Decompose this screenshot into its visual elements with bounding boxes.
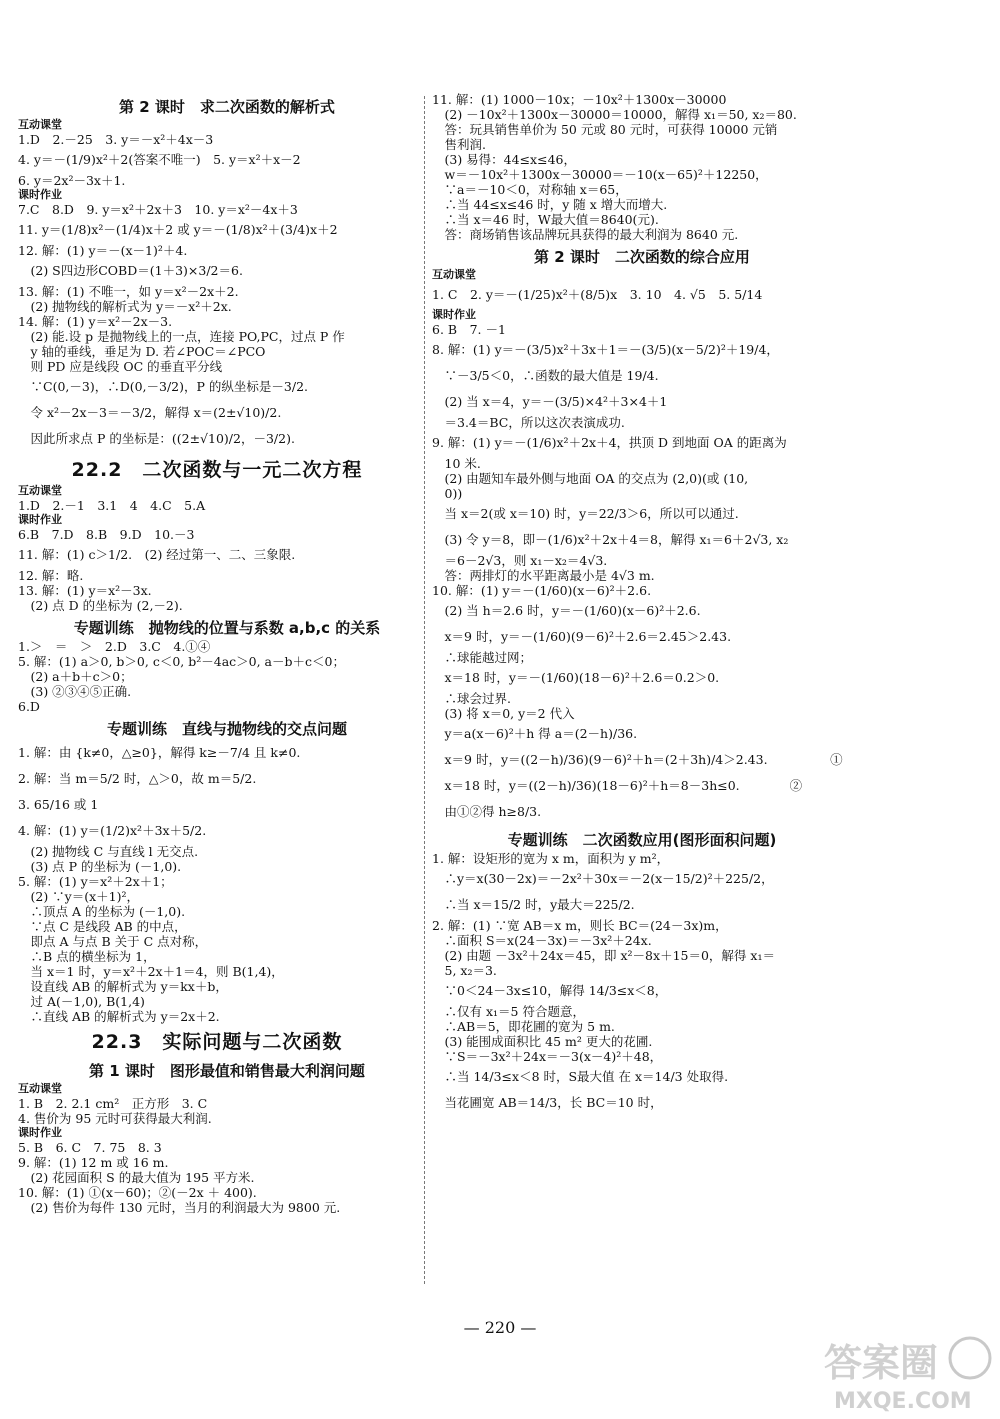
column-divider	[424, 96, 425, 1284]
subsection-label: 互动课堂	[18, 118, 62, 131]
answer-line: ∴顶点 A 的坐标为 (－1,0).	[18, 904, 186, 919]
answer-line: x＝18 时，y＝－(1/60)(18－6)²＋2.6＝0.2＞0.	[432, 670, 720, 685]
answer-line: (2) 由题知车最外侧与地面 OA 的交点为 (2,0)(或 (10,	[432, 471, 749, 486]
answer-line: ∴球能越过网；	[432, 650, 533, 665]
answer-line: 答：商场销售该品牌玩具获得的最大利润为 8640 元.	[432, 227, 739, 242]
watermark-logo	[820, 1330, 995, 1415]
answer-line: 13. 解：(1) y＝x²－3x.	[18, 583, 152, 598]
answer-line: (2) 抛物线的解析式为 y＝－x²＋2x.	[18, 299, 232, 314]
answer-line: 12. 解：略.	[18, 568, 84, 583]
answer-line: 5. B 6. C 7. 75 8. 3	[18, 1140, 162, 1155]
answer-line: ∴当 14/3≤x＜8 时，S最大值 在 x＝14/3 处取得.	[432, 1069, 729, 1084]
answer-line: ∴y＝x(30－2x)＝－2x²＋30x＝－2(x－15/2)²＋225/2，	[432, 871, 774, 886]
answer-line: 13. 解：(1) 不唯一，如 y＝x²－2x＋2.	[18, 284, 239, 299]
lesson-heading: 专题训练 直线与抛物线的交点问题	[106, 720, 347, 738]
answer-line: ∵C(0,－3)，∴D(0,－3/2)，P 的纵坐标是－3/2.	[18, 379, 308, 394]
answer-line: 11. 解：(1) 1000－10x；－10x²＋1300x－30000	[432, 92, 727, 107]
answer-line: (3) 能围成面积比 45 m² 更大的花圃.	[432, 1034, 653, 1049]
answer-line: x＝9 时，y＝－(1/60)(9－6)²＋2.6＝2.45＞2.43.	[432, 629, 732, 644]
answer-line: 因此所求点 P 的坐标是：((2±√10)/2，－3/2).	[18, 431, 295, 446]
answer-line: (2) 抛物线 C 与直线 l 无交点.	[18, 844, 199, 859]
subsection-label: 互动课堂	[18, 484, 62, 497]
answer-line: 2. 解：当 m＝5/2 时，△＞0，故 m＝5/2.	[18, 771, 257, 786]
answer-line: ∵－3/5＜0，∴函数的最大值是 19/4.	[432, 368, 659, 383]
answer-line: x＝9 时，y＝((2－h)/36)(9－6)²＋h＝(2＋3h)/4＞2.43. ①	[432, 752, 843, 767]
answer-line: 11. 解：(1) c＞1/2. (2) 经过第一、二、三象限.	[18, 547, 296, 562]
answer-line: (2) a＋b＋c＞0；	[18, 669, 133, 684]
answer-line: ∵0＜24－3x≤10，解得 14/3≤x＜8，	[432, 983, 668, 998]
subsection-label: 互动课堂	[18, 1082, 62, 1095]
answer-line: 7.C 8.D 9. y＝x²＋2x＋3 10. y＝x²－4x＋3	[18, 202, 298, 217]
answer-line: 当花圃宽 AB＝14/3，长 BC＝10 时，	[432, 1095, 663, 1110]
answer-line: 5, x₂＝3.	[432, 963, 497, 978]
answer-line: 4. 解：(1) y＝(1/2)x²＋3x＋5/2.	[18, 823, 207, 838]
answer-line: 1.D 2.－1 3.1 4 4.C 5.A	[18, 498, 206, 513]
lesson-heading: 专题训练 二次函数应用(图形面积问题)	[507, 831, 777, 849]
lesson-heading: 第 2 课时 二次函数的综合应用	[534, 248, 750, 266]
answer-line: ＝6－2√3，则 x₁－x₂＝4√3.	[432, 553, 608, 568]
answer-line: 4. 售价为 95 元时可获得最大利润.	[18, 1111, 212, 1126]
answer-line: 9. 解：(1) y＝－(1/6)x²＋2x＋4，拱顶 D 到地面 OA 的距离为	[432, 435, 787, 450]
answer-line: ∵点 C 是线段 AB 的中点，	[18, 919, 187, 934]
watermark-text-cn: 答案圈	[824, 1341, 939, 1385]
answer-line: 6.D	[18, 699, 40, 714]
answer-line: 2. 解：(1) ∵宽 AB＝x m，则长 BC＝(24－3x)m，	[432, 918, 728, 933]
page-number: — 220 —	[463, 1318, 537, 1337]
answer-line: 当 x＝2(或 x＝10) 时，y＝22/3＞6，所以可以通过.	[432, 506, 739, 521]
answer-line: ∴面积 S＝x(24－3x)＝－3x²＋24x.	[432, 933, 652, 948]
answer-line: (3) 将 x＝0, y＝2 代入	[432, 706, 575, 721]
answer-line: w＝－10x²＋1300x－30000＝－10(x－65)²＋12250，	[432, 167, 768, 182]
answer-line: ∴球会过界.	[432, 691, 511, 706]
answer-line: ∴当 44≤x≤46 时，y 随 x 增大而增大.	[432, 197, 668, 212]
answer-line: 12. 解：(1) y＝－(x－1)²＋4.	[18, 243, 188, 258]
answer-line: ∵S＝－3x²＋24x＝－3(x－4)²＋48，	[432, 1049, 663, 1064]
answer-line: 10 米.	[432, 456, 481, 471]
answer-line: 5. 解：(1) y＝x²＋2x＋1；	[18, 874, 173, 889]
answer-line: (3) 点 P 的坐标为 (－1,0).	[18, 859, 182, 874]
answer-line: ∴当 x＝15/2 时，y最大＝225/2.	[432, 897, 635, 912]
answer-line: 0))	[432, 486, 463, 501]
answer-line: 设直线 AB 的解析式为 y＝kx＋b，	[18, 979, 228, 994]
lesson-heading: 专题训练 抛物线的位置与系数 a,b,c 的关系	[73, 619, 381, 637]
left-column	[18, 92, 416, 1215]
lesson-heading: 第 2 课时 求二次函数的解析式	[119, 98, 335, 116]
answer-line: ＝3.4＝BC，所以这次表演成功.	[432, 415, 625, 430]
answer-line: (3) 易得：44≤x≤46，	[432, 152, 576, 167]
answer-line: (2) 花园面积 S 的最大值为 195 平方米.	[18, 1170, 255, 1185]
answer-line: 1. B 2. 2.1 cm² 正方形 3. C	[18, 1096, 208, 1111]
answer-line: 6. y＝2x²－3x＋1.	[18, 173, 126, 188]
subsection-label: 互动课堂	[432, 268, 476, 281]
answer-line: 5. 解：(1) a＞0, b＞0, c＜0, b²－4ac＞0, a－b＋c＜0；	[18, 654, 345, 669]
answer-line: 1.＞ ＝ ＞ 2.D 3.C 4.①④	[18, 639, 211, 654]
answer-line: (2) －10x²＋1300x－30000＝10000，解得 x₁＝50, x₂＝80.	[432, 107, 797, 122]
subsection-label: 课时作业	[18, 1126, 62, 1139]
answer-line: y 轴的垂线，垂足为 D. 若∠POC＝∠PCO	[18, 344, 266, 359]
answer-line: 1. 解：设矩形的宽为 x m，面积为 y m²，	[432, 851, 670, 866]
right-column	[432, 92, 843, 1116]
answer-line: x＝18 时，y＝((2－h)/36)(18－6)²＋h＝8－3h≤0. ②	[432, 778, 803, 793]
answer-line: (3) ②③④⑤正确.	[18, 684, 132, 699]
subsection-label: 课时作业	[432, 308, 476, 321]
subsection-label: 课时作业	[18, 188, 62, 201]
answer-line: (3) 令 y＝8，即－(1/6)x²＋2x＋4＝8，解得 x₁＝6＋2√3, x₂	[432, 532, 789, 547]
answer-line: (2) S四边形COBD＝(1＋3)×3/2＝6.	[18, 263, 243, 278]
answer-line: ∴仅有 x₁＝5 符合题意，	[432, 1004, 585, 1019]
answer-line: 10. 解：(1) ①(x－60)；②(－2x ＋ 400).	[18, 1185, 257, 1200]
answer-line: 售利润.	[432, 137, 486, 152]
section-heading: 22.2 二次函数与一元二次方程	[71, 459, 363, 481]
answer-line: 答：两排灯的水平距离最小是 4√3 m.	[432, 568, 655, 583]
answer-line: ∴当 x＝46 时，W最大值＝8640(元).	[432, 212, 659, 227]
answer-line: 1.D 2.－25 3. y＝－x²＋4x－3	[18, 132, 214, 147]
answer-line: (2) 售价为每件 130 元时，当月的利润最大为 9800 元.	[18, 1200, 341, 1215]
answer-line: ∴B 点的横坐标为 1，	[18, 949, 156, 964]
answer-line: 则 PD 应是线段 OC 的垂直平分线	[18, 359, 223, 374]
answer-line: 答：玩具销售单价为 50 元或 80 元时，可获得 10000 元销	[432, 122, 778, 137]
answer-line: 6. B 7. －1	[432, 322, 506, 337]
answer-line: (2) ∵y＝(x＋1)²，	[18, 889, 140, 904]
section-heading: 22.3 实际问题与二次函数	[91, 1031, 343, 1053]
watermark-text-url: MXQE.COM	[834, 1389, 972, 1414]
answer-line: 11. y＝(1/8)x²－(1/4)x＋2 或 y＝－(1/8)x²＋(3/4)x＋2	[18, 222, 338, 237]
answer-line: (2) 能.设 p 是抛物线上的一点，连接 PO,PC，过点 P 作	[18, 329, 345, 344]
answer-line: 令 x²－2x－3＝－3/2，解得 x＝(2±√10)/2.	[18, 405, 282, 420]
answer-line: (2) 点 D 的坐标为 (2,－2).	[18, 598, 183, 613]
answer-line: ∴AB＝5，即花圃的宽为 5 m.	[432, 1019, 615, 1034]
answer-line: 9. 解：(1) 12 m 或 16 m.	[18, 1155, 169, 1170]
subsection-label: 课时作业	[18, 513, 62, 526]
answer-line: (2) 当 x＝4，y＝－(3/5)×4²＋3×4＋1	[432, 394, 668, 409]
answer-line: 当 x＝1 时，y＝x²＋2x＋1＝4，则 B(1,4)，	[18, 964, 284, 979]
answer-line: y＝a(x－6)²＋h 得 a＝(2－h)/36.	[432, 726, 638, 741]
answer-line: 1. 解：由 {k≠0，△≥0}，解得 k≥－7/4 且 k≠0.	[18, 745, 301, 760]
answer-line: 由①②得 h≥8/3.	[432, 804, 542, 819]
answer-line: 3. 65/16 或 1	[18, 797, 99, 812]
answer-line: 过 A(－1,0), B(1,4)	[18, 994, 145, 1009]
answer-line: ∴直线 AB 的解析式为 y＝2x＋2.	[18, 1009, 220, 1024]
answer-line: 即点 A 与点 B 关于 C 点对称，	[18, 934, 208, 949]
lesson-heading: 第 1 课时 图形最值和销售最大利润问题	[89, 1062, 365, 1080]
answer-line: 14. 解：(1) y＝x²－2x－3.	[18, 314, 173, 329]
answer-line: ∵a＝－10＜0，对称轴 x＝65，	[432, 182, 628, 197]
answer-line: (2) 当 h＝2.6 时，y＝－(1/60)(x－6)²＋2.6.	[432, 603, 701, 618]
answer-line: (2) 由题 －3x²＋24x＝45，即 x²－8x＋15＝0，解得 x₁＝	[432, 948, 775, 963]
answer-line: 6.B 7.D 8.B 9.D 10.－3	[18, 527, 195, 542]
answer-line: 1. C 2. y＝－(1/25)x²＋(8/5)x 3. 10 4. √5 5. 5/14	[432, 287, 763, 302]
answer-line: 8. 解：(1) y＝－(3/5)x²＋3x＋1＝－(3/5)(x－5/2)²＋19/4，	[432, 342, 779, 357]
answer-line: 4. y＝－(1/9)x²＋2(答案不唯一) 5. y＝x²＋x－2	[18, 152, 301, 167]
answer-line: 10. 解：(1) y＝－(1/60)(x－6)²＋2.6.	[432, 583, 652, 598]
